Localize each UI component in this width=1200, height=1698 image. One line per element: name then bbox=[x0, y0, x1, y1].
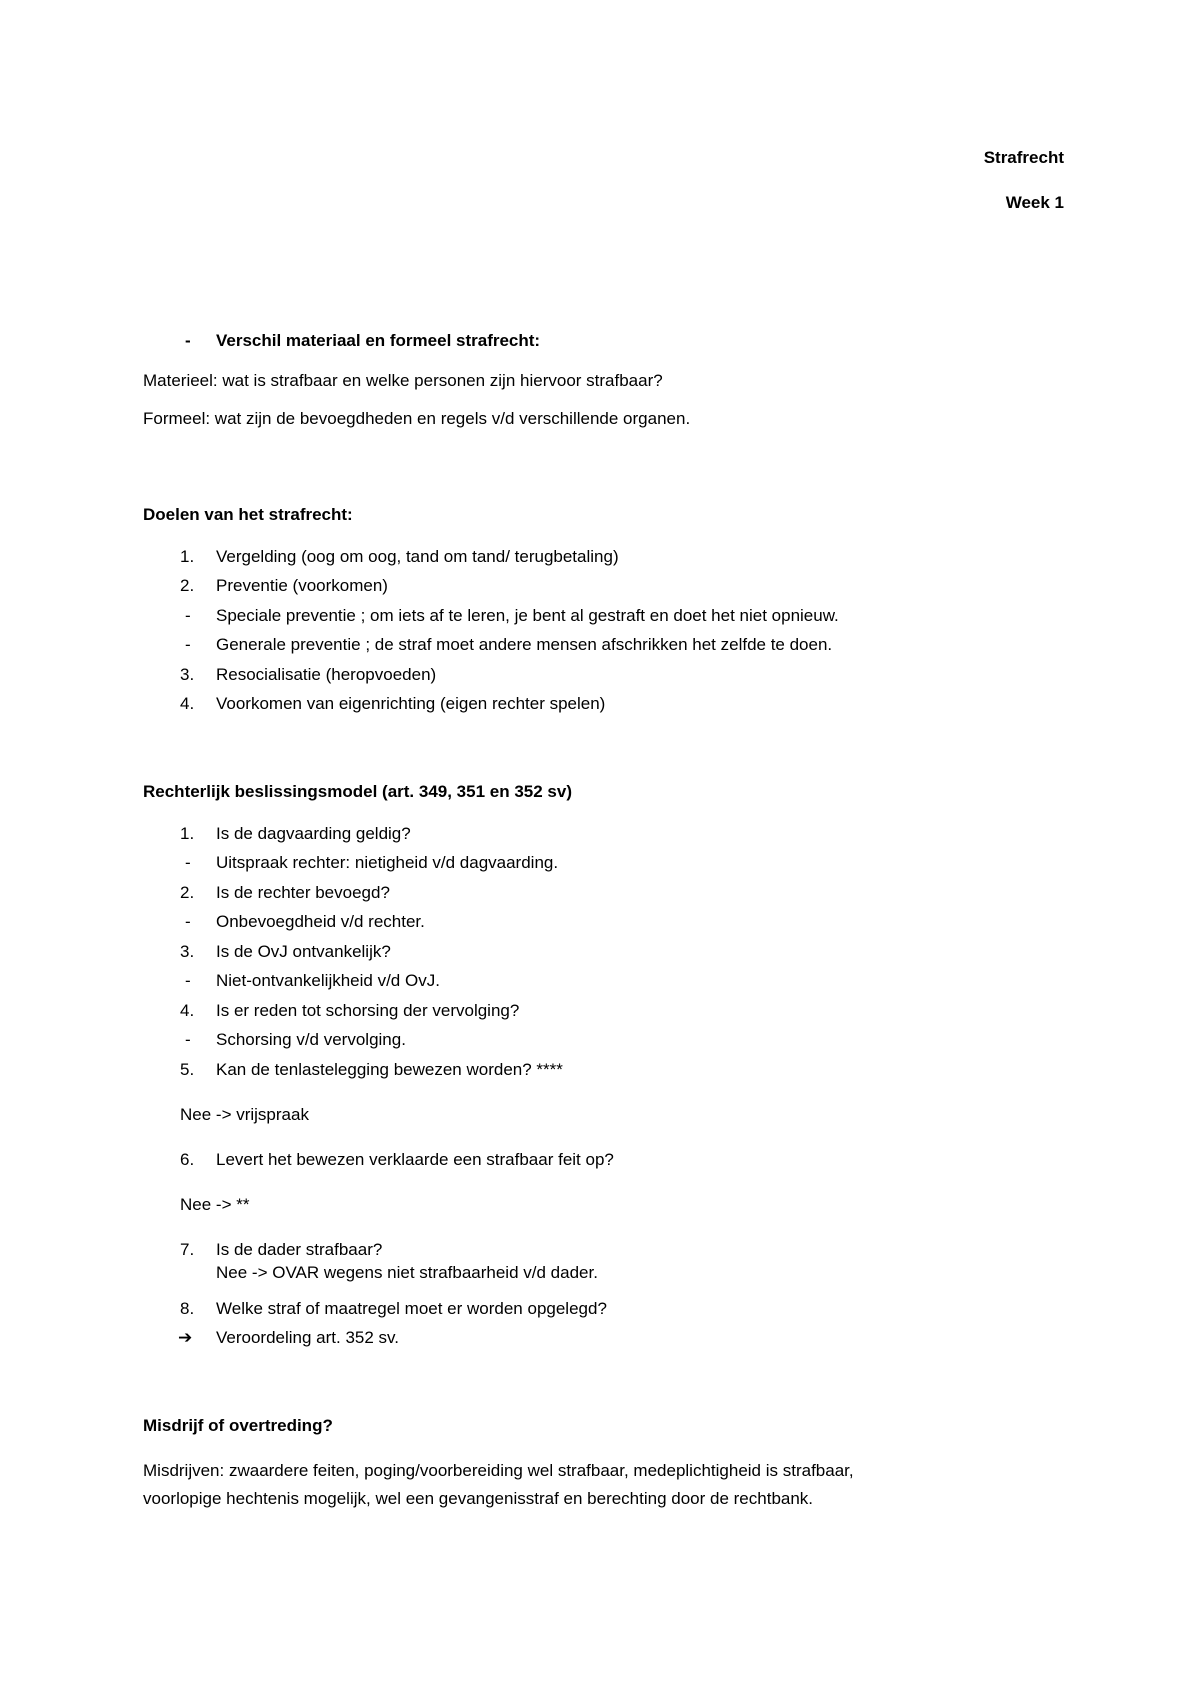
list-marker: - bbox=[185, 331, 191, 350]
section-heading-beslissingsmodel: Rechterlijk beslissingsmodel (art. 349, 351 en 352 sv) bbox=[143, 781, 572, 801]
document-week: Week 1 bbox=[1005, 193, 1064, 212]
list-item-text: Is er reden tot schorsing der vervolging? bbox=[216, 1000, 520, 1020]
list-item bbox=[143, 1149, 1073, 1194]
list-item bbox=[143, 852, 1073, 882]
arrow-icon: ➔ bbox=[178, 1328, 193, 1348]
paragraph-materieel: Materieel: wat is strafbaar en welke personen zijn hiervoor strafbaar? bbox=[143, 371, 663, 390]
list-item-text: Veroordeling art. 352 sv. bbox=[216, 1328, 400, 1348]
list-item-text: Is de rechter bevoegd? bbox=[216, 882, 390, 902]
list-marker: 3. bbox=[180, 941, 195, 961]
list-marker: 2. bbox=[180, 576, 195, 596]
section-heading-materieel-formeel bbox=[143, 330, 1073, 370]
list-item bbox=[143, 605, 1073, 635]
list-item-text: Onbevoegdheid v/d rechter. bbox=[216, 912, 425, 932]
list-marker: 4. bbox=[180, 1000, 195, 1020]
list-item bbox=[143, 693, 1073, 723]
section-heading-doelen: Doelen van het strafrecht: bbox=[143, 504, 353, 524]
document-body bbox=[143, 330, 1073, 1513]
list-item bbox=[143, 1298, 1073, 1328]
list-item bbox=[143, 1059, 1073, 1104]
list-marker: - bbox=[185, 605, 191, 625]
list-item-text: Is de OvJ ontvankelijk? bbox=[216, 941, 391, 961]
doelen-list bbox=[143, 546, 1073, 723]
list-item-text: Resocialisatie (heropvoeden) bbox=[216, 664, 437, 684]
list-marker: 7. bbox=[180, 1239, 195, 1259]
list-item-text: Kan de tenlastelegging bewezen worden? **** bbox=[216, 1059, 563, 1079]
list-marker: - bbox=[185, 853, 191, 873]
list-item-text: Welke straf of maatregel moet er worden opgelegd? bbox=[216, 1298, 607, 1318]
list-marker: 2. bbox=[180, 882, 195, 902]
list-marker: 3. bbox=[180, 664, 195, 684]
list-item bbox=[143, 882, 1073, 912]
list-item bbox=[143, 1327, 1073, 1357]
list-marker: 5. bbox=[180, 1059, 195, 1079]
list-item-text: Speciale preventie ; om iets af te leren, je bent al gestraft en doet het niet opnieuw. bbox=[216, 605, 839, 625]
list-item-text: Niet-ontvankelijkheid v/d OvJ. bbox=[216, 971, 440, 991]
list-item bbox=[143, 575, 1073, 605]
list-marker: 1. bbox=[180, 546, 195, 566]
paragraph-misdrijven bbox=[143, 1457, 1073, 1513]
list-marker: 4. bbox=[180, 694, 195, 714]
list-item-text: Is de dagvaarding geldig? bbox=[216, 823, 411, 843]
list-marker: 8. bbox=[180, 1298, 195, 1318]
list-item-text: Uitspraak rechter: nietigheid v/d dagvaarding. bbox=[216, 853, 559, 873]
list-item-text: Is de dader strafbaar? bbox=[216, 1239, 383, 1259]
list-item bbox=[143, 546, 1073, 576]
outcome-vrijspraak: Nee -> vrijspraak bbox=[180, 1104, 309, 1124]
list-item bbox=[143, 1029, 1073, 1059]
paragraph-line: Misdrijven: zwaardere feiten, poging/voorbereiding wel strafbaar, medeplichtigheid is strafbaar, bbox=[143, 1460, 854, 1480]
list-marker: - bbox=[185, 971, 191, 991]
list-item-text: Voorkomen van eigenrichting (eigen rechter spelen) bbox=[216, 694, 606, 714]
list-marker: - bbox=[185, 1030, 191, 1050]
list-item bbox=[143, 911, 1073, 941]
heading-text: Verschil materiaal en formeel strafrecht: bbox=[216, 331, 541, 350]
list-item-text: Schorsing v/d vervolging. bbox=[216, 1030, 406, 1050]
beslissingsmodel-list bbox=[143, 823, 1073, 1357]
list-item-text: Preventie (voorkomen) bbox=[216, 576, 388, 596]
list-marker: - bbox=[185, 912, 191, 932]
outcome-nee: Nee -> ** bbox=[180, 1194, 250, 1214]
list-item-text: Levert het bewezen verklaarde een strafbaar feit op? bbox=[216, 1149, 614, 1169]
list-item bbox=[143, 941, 1073, 971]
list-item-text: Generale preventie ; de straf moet andere mensen afschrikken het zelfde te doen. bbox=[216, 635, 833, 655]
list-item bbox=[143, 634, 1073, 664]
list-item bbox=[143, 664, 1073, 694]
paragraph-formeel: Formeel: wat zijn de bevoegdheden en regels v/d verschillende organen. bbox=[143, 408, 691, 428]
document-title: Strafrecht bbox=[983, 148, 1064, 167]
list-item-subtext: Nee -> OVAR wegens niet strafbaarheid v/d dader. bbox=[216, 1262, 598, 1282]
list-item bbox=[143, 823, 1073, 853]
list-marker: - bbox=[185, 635, 191, 655]
paragraph-line: voorlopige hechtenis mogelijk, wel een gevangenisstraf en berechting door de rechtbank. bbox=[143, 1488, 814, 1508]
list-item bbox=[143, 1000, 1073, 1030]
list-marker: 1. bbox=[180, 823, 195, 843]
list-item-text: Vergelding (oog om oog, tand om tand/ terugbetaling) bbox=[216, 546, 619, 566]
section-heading-misdrijf: Misdrijf of overtreding? bbox=[143, 1415, 333, 1435]
list-item bbox=[143, 970, 1073, 1000]
list-marker: 6. bbox=[180, 1149, 195, 1169]
list-item bbox=[143, 1239, 1073, 1298]
